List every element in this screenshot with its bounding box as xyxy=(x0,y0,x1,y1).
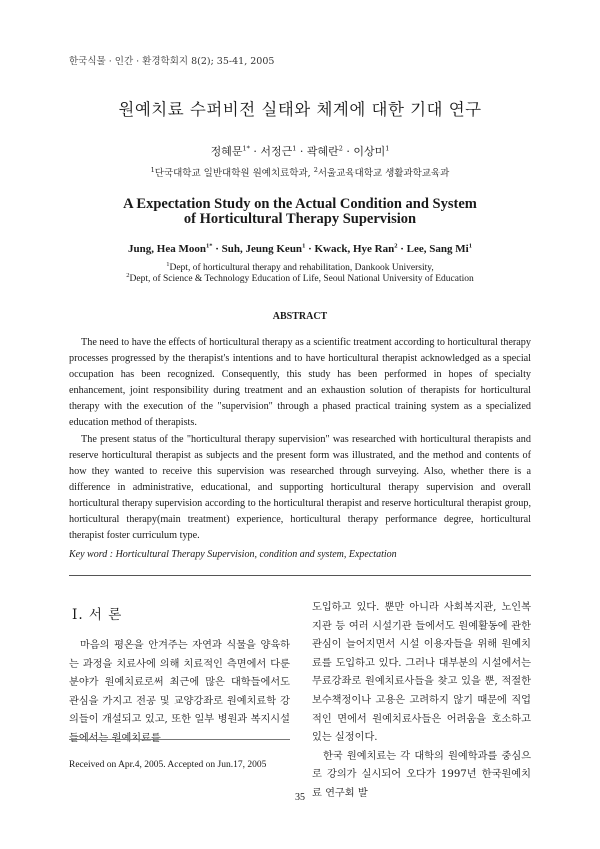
abstract-paragraph-1: The need to have the effects of horticultural therapy as a scientific treatment according to horticultural therapy processes progressed by the therapist's intentions and to have horticultural therapist acknowledged as a special occupation has been recognized. Consequently, this study has been performed in hopes of specialty enhancement, joint responsibility during treatment and an exhaustion solution of therapists for horticultural therapy with the execution of the "supervision" through a phased practical training system as a specialized education method of therapists. xyxy=(69,337,531,429)
footnote-divider xyxy=(69,739,290,740)
author-4: 이상미 xyxy=(353,145,386,158)
korean-authors: 정혜문$^{1*}$ · 서정근$^1$ · 곽혜란$^2$ · 이상미$^1$ xyxy=(210,144,390,158)
english-affiliations: $^1$Dept, of horticultural therapy and rehabilitation, Dankook University, $^2$Dept, of Science & Technology Education of Life, Seoul National University of Education xyxy=(126,260,474,284)
keywords: Key word : Horticultural Therapy Supervision, condition and system, Expectation xyxy=(69,549,397,560)
intro-paragraph-2: 한국 원예치료는 각 대학의 원예학과를 중심으로 강의가 실시되어 오다가 1997년 한국원예치료 연구회 발 xyxy=(312,750,531,799)
author-2: 서정근 xyxy=(260,145,293,158)
journal-header: 한국식물 · 인간 · 환경학회지 8(2); 35-41, 2005 xyxy=(69,56,275,67)
section-heading-introduction: Ⅰ. 서 론 xyxy=(72,607,123,623)
abstract-body xyxy=(69,335,531,544)
page-number: 35 xyxy=(295,792,305,803)
intro-paragraph-1-cont: 도입하고 있다. 뿐만 아니라 사회복지관, 노인복지관 등 여러 시설기관 들에서도 원예활동에 관한 관심이 늘어지면서 시설 이용자들을 위해 원예치료를 도입하고 있다. 그러나 대부분의 시설에서는 무료강좌로 원예치료사들을 찾고 있을 뿐, 적절한 보수책정이나 고용은 고려하지 않기 때문에 직업적인 면에서 원예치료사들은 어려움을 호소하고 있는 실정이다. xyxy=(312,602,531,744)
english-authors: Jung, Hea Moon$^{1*}$ · Suh, Jeung Keun$^1$ · Kwack, Hye Ran$^2$ · Lee, Sang Mi$^1$ xyxy=(128,242,472,255)
abstract-heading: ABSTRACT xyxy=(272,311,328,322)
author-1: 정혜문 xyxy=(210,145,243,158)
intro-right-column xyxy=(312,599,531,804)
received-footnote: Received on Apr.4, 2005. Accepted on Jun.17, 2005 xyxy=(69,760,267,770)
abstract-paragraph-2: The present status of the "horticultural therapy supervision" was researched with horticultural therapists and reserve horticultural therapist as subjects and the present form was illustrated, and the method and contents of how they wanted to receive this supervision was researched through surveying. Also, whether there is a difference in administrative, educational, and supporting horticultural therapy supervision and overall horticultural therapy supervision according to the horticultural therapist and reserve horticultural therapist group, horticultural therapy(main treatment) experience, horticultural therapy performance degree, horticultural therapist foster curriculum type. xyxy=(69,433,531,542)
english-title: A Expectation Study on the Actual Condition and System of Horticultural Therapy Supervision xyxy=(123,196,477,227)
korean-title: 원예치료 수퍼비전 실태와 체계에 대한 기대 연구 xyxy=(118,100,482,119)
intro-paragraph-1: 마음의 평온을 안겨주는 자연과 식물을 양육하는 과정을 치료사에 의해 치료적인 측면에서 다룬 분야가 원예치료로써 최근에 많은 대학들에서도 관심을 가지고 전공 및 교양강좌로 원예치료학 강의들이 개설되고 있고, 또한 일부 병원과 복지시설들에서는 원예치료를 xyxy=(69,640,290,744)
section-divider xyxy=(69,575,531,576)
korean-affiliations: $^1$단국대학교 일반대학원 원예치료학과, $^2$서울교육대학교 생활과학교육과 xyxy=(150,165,450,179)
author-3: 곽혜란 xyxy=(306,145,339,158)
intro-left-column xyxy=(69,637,290,749)
